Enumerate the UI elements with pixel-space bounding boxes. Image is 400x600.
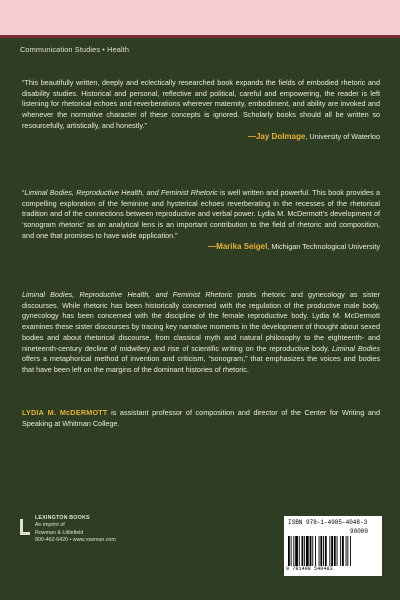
quote-1-text: “This beautifully written, deeply and eclectically researched book expands the fields of embodied rhetoric and disability studies. Historical and personal, reflective and political, careful and empowering, the reader is left listening for rhetorical echoes and reverberations wherever maternity, embodiment, and ability are invoked and whenever the normative character of these concepts is ignored. Scholarly books should all be written so resourcefully, artistically, and honestly.” <box>22 78 380 130</box>
author-name: LYDIA M. McDERMOTT <box>22 408 108 417</box>
quote-2-body <box>22 188 380 242</box>
quote-1-name: —Jay Dolmage <box>247 131 306 141</box>
divider-rule <box>0 35 400 38</box>
publisher-line-3: Rowman & Littlefield <box>35 529 84 536</box>
description-title: Liminal Bodies, Reproductive Health, and Feminist Rhetoric <box>22 290 233 299</box>
description-text-a: posits rhetoric and gynecology as sister discourses. While rhetoric has been historically concerned with the regulation of the productive male body, gynecology has been concerned with the discipline of the female reproductive body. Lydia M. McDermott examines these sister discourses by tracing key narrative moments in the development of thought about sexed bodies and about rhetorical discourse, from classical myth and natural philosophy to the eighteenth- and nineteenth-century decline of midwifery and rise of scientific writing on the reproductive body. <box>22 290 380 353</box>
isbn-text: ISBN 978-1-4985-4048-3 <box>288 519 368 526</box>
quote-2-open-quote: “ <box>22 188 25 197</box>
barcode-digits: 9 781498 540483 <box>286 566 333 572</box>
endorsement-quote-1 <box>22 78 380 142</box>
quote-2-title: Liminal Bodies, Reproductive Health, and Feminist Rhetoric <box>24 188 218 197</box>
publisher-line-4: 800-462-6420 • www.rowman.com <box>35 537 116 544</box>
quote-1-affiliation: , University of Waterloo <box>305 131 380 141</box>
quote-2-name: —Marika Seigel <box>208 241 268 251</box>
category-label: Communication Studies • Health <box>20 45 130 54</box>
barcode-box <box>284 516 382 576</box>
publisher-logo-icon <box>20 519 30 535</box>
quote-2-affiliation: , Michigan Technological University <box>267 241 380 251</box>
author-bio <box>22 408 380 429</box>
barcode-icon <box>288 536 378 566</box>
quote-2-text: is well written and powerful. This book provides a compelling exploration of the feminine and hysterical echoes reverberating in the recesses of the rhetorical tradition and of the connections between reproductive and verbal power. Lydia M. McDermott’s development of ‘sonogram rhetoric’ as an analytical lens is an important contribution to the field of rhetoric and composition, and one that promises to have wide application.” <box>22 188 380 240</box>
top-band <box>0 0 400 35</box>
publisher-text <box>35 515 116 545</box>
price-code: 90000 <box>350 528 369 535</box>
book-description <box>22 290 380 376</box>
publisher-name: LEXINGTON BOOKS <box>35 515 90 521</box>
description-short-title: Liminal Bodies <box>332 343 380 353</box>
author-bio-text: is assistant professor of composition and director of the Center for Writing and Speaking at Whitman College. <box>22 408 380 428</box>
description-text-b: offers a metaphorical method of invention and criticism, “sonogram,” that emphasizes the voices and bodies that have been left on the margins of the dominant histories of rhetoric. <box>22 354 380 374</box>
endorsement-quote-2 <box>22 188 380 252</box>
quote-1-attribution <box>22 132 380 143</box>
quote-2-attribution <box>22 242 380 253</box>
publisher-block <box>20 515 140 575</box>
publisher-line-2: An imprint of <box>35 522 65 529</box>
